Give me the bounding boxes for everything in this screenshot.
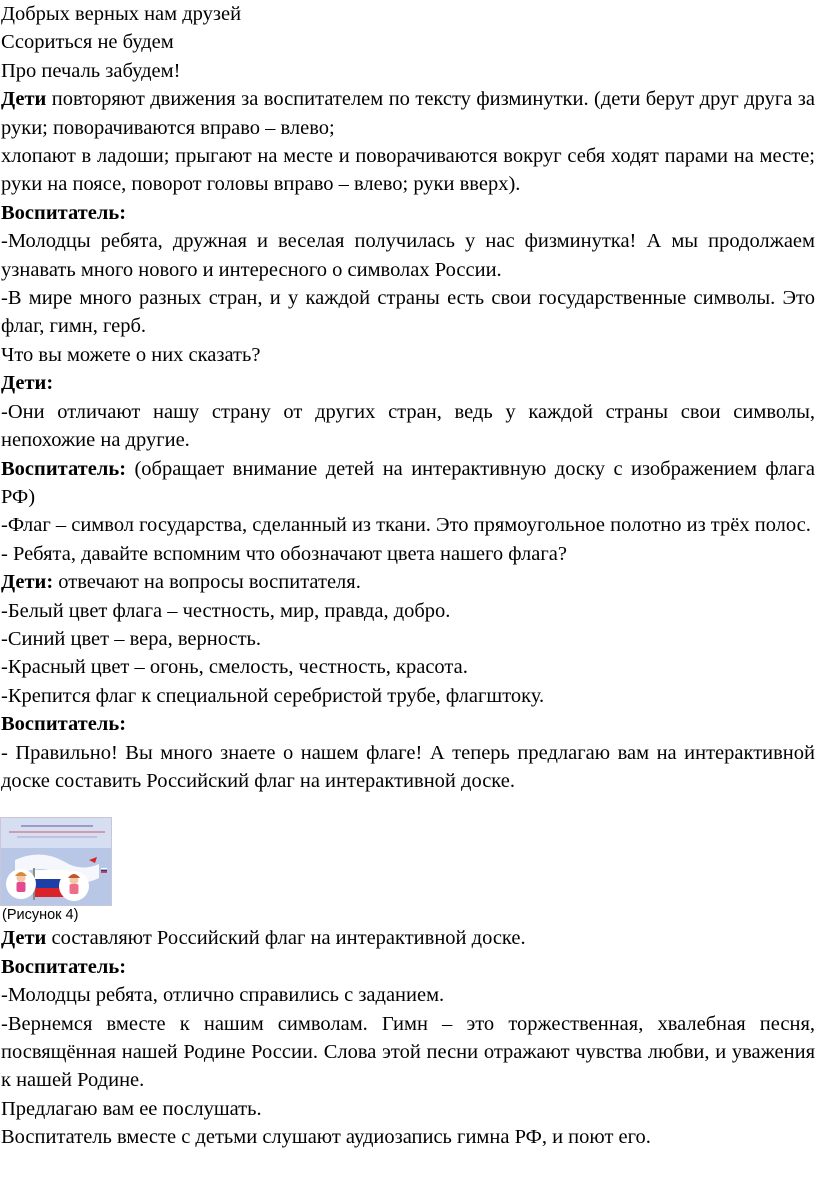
paragraph-text: -Крепится флаг к специальной серебристой трубе, флагштоку.	[1, 684, 545, 707]
paragraph-text: отвечают на вопросы воспитателя.	[53, 571, 361, 594]
paragraph	[0, 1095, 816, 1123]
paragraph	[0, 682, 816, 710]
paragraph-text: -Молодцы ребята, отлично справились с заданием.	[1, 984, 445, 1007]
speaker-label: Дети	[1, 927, 47, 950]
paragraph	[0, 511, 816, 539]
paragraph-text: Воспитатель вместе с детьми слушают аудиозапись гимна РФ, и поют его.	[1, 1126, 651, 1149]
paragraph-text: -Белый цвет флага – честность, мир, правда, добро.	[1, 599, 451, 622]
paragraph-text: хлопают в ладоши; прыгают на месте и поворачиваются вокруг себя ходят парами на месте; руки на поясе, поворот головы вправо – влево; руки вверх).	[1, 145, 815, 196]
paragraph-text: (обращает внимание детей на интерактивную доску с изображением флага РФ)	[1, 457, 815, 508]
speaker-label: Воспитатель:	[1, 201, 127, 224]
paragraph-text: -Флаг – символ государства, сделанный из ткани. Это прямоугольное полотно из трёх полос.	[1, 514, 811, 537]
paragraph	[0, 1010, 816, 1095]
poem-line: Добрых верных нам друзей	[1, 3, 242, 25]
interactive-board-thumbnail	[0, 817, 112, 906]
paragraph	[0, 398, 816, 455]
figure-block	[0, 817, 816, 906]
paragraph	[0, 653, 816, 681]
paragraph-text: - Ребята, давайте вспомним что обозначают цвета нашего флага?	[1, 542, 567, 565]
paragraph-text: - Правильно! Вы много знаете о нашем флаге! А теперь предлагаю вам на интерактивной доске составить Российский флаг на интерактивной доске.	[1, 741, 815, 792]
paragraph	[0, 710, 816, 738]
paragraph-text: повторяют движения за воспитателем по тексту физминутки. (дети берут друг друга за руки; поворачиваются вправо – влево;	[1, 88, 815, 139]
poem-line: Ссориться не будем	[1, 31, 174, 54]
flag-illustration	[1, 818, 112, 906]
paragraph	[0, 1123, 816, 1151]
paragraph-text: -Молодцы ребята, дружная и веселая получилась у нас физминутка! А мы продолжаем узнавать много нового и интересного о символах России.	[1, 230, 815, 281]
paragraph	[0, 953, 816, 981]
paragraph	[0, 227, 816, 284]
paragraph	[0, 540, 816, 568]
paragraph	[0, 284, 816, 341]
paragraph-text: -Они отличают нашу страну от других стран, ведь у каждой страны свои символы, непохожие на другие.	[1, 400, 815, 452]
paragraph	[0, 142, 816, 199]
paragraph-text: составляют Российский флаг на интерактивной доске.	[46, 927, 526, 950]
speaker-label: Воспитатель:	[1, 955, 127, 978]
speaker-label: Воспитатель:	[1, 457, 127, 480]
paragraph-text: Что вы можете о них сказать?	[1, 343, 261, 366]
paragraph	[0, 85, 816, 142]
paragraph	[0, 369, 816, 397]
paragraph	[0, 568, 816, 596]
poem-line: Про печаль забудем!	[1, 59, 181, 82]
paragraph-text: -Вернемся вместе к нашим символам. Гимн – это торжественная, хвалебная песня, посвящённая нашей Родине России. Слова этой песни отражают чувства любви, и уважения к нашей Родине.	[1, 1012, 815, 1092]
speaker-label: Дети:	[1, 372, 54, 395]
paragraph-text: -Синий цвет – вера, верность.	[1, 627, 262, 650]
paragraph	[0, 924, 816, 952]
paragraph-text: -Красный цвет – огонь, смелость, честность, красота.	[1, 656, 468, 679]
speaker-label: Дети:	[1, 571, 54, 594]
paragraph	[0, 455, 816, 512]
paragraph	[0, 625, 816, 653]
paragraph	[0, 981, 816, 1009]
paragraph	[0, 199, 816, 227]
paragraph	[0, 597, 816, 625]
speaker-label: Дети	[1, 88, 47, 111]
paragraph	[0, 739, 816, 796]
paragraph-text: Предлагаю вам ее послушать.	[1, 1097, 262, 1120]
paragraph	[0, 341, 816, 369]
speaker-label: Воспитатель:	[1, 713, 127, 736]
paragraph-text: -В мире много разных стран, и у каждой страны есть свои государственные символы. Это флаг, гимн, герб.	[1, 287, 815, 338]
figure-caption: (Рисунок 4)	[2, 907, 79, 924]
